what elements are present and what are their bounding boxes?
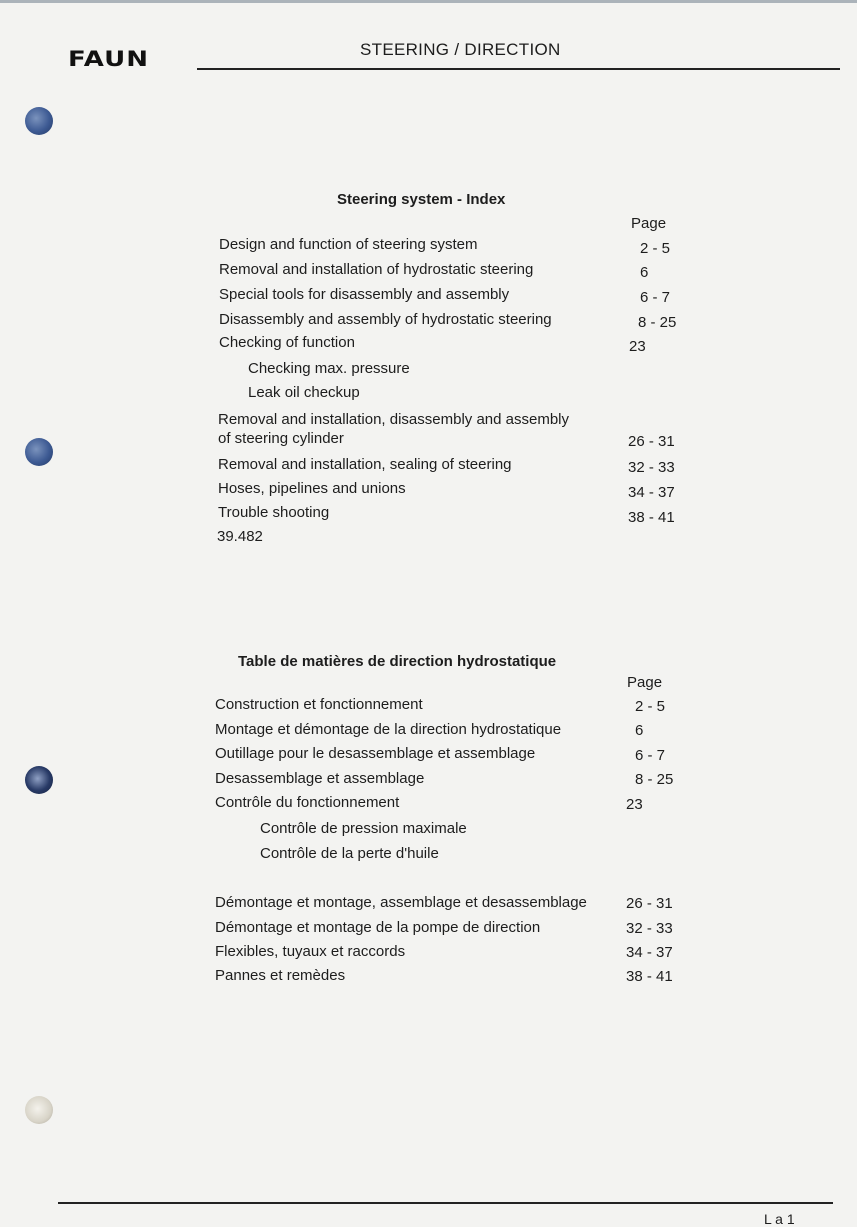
french-entry-page: 26 - 31 [626, 895, 673, 912]
english-entry: Removal and installation, disassembly and assembly [218, 411, 570, 428]
french-entry-page: 38 - 41 [626, 968, 673, 985]
english-entry-page: 38 - 41 [628, 509, 675, 526]
english-entry: Disassembly and assembly of hydrostatic steering [219, 311, 552, 328]
english-subentry: Leak oil checkup [248, 384, 360, 401]
french-entry: Desassemblage et assemblage [215, 770, 425, 787]
english-entry-page: 6 [640, 264, 649, 281]
french-index-title: Table de matières de direction hydrostatique [238, 653, 557, 670]
binder-hole-4 [25, 1096, 53, 1124]
binder-hole-1 [25, 107, 53, 135]
header-rule [197, 68, 840, 70]
english-entry: Special tools for disassembly and assembly [219, 286, 510, 303]
english-index-title: Steering system - Index [337, 191, 506, 208]
document-number: 39.482 [217, 528, 263, 545]
english-entry: Removal and installation of hydrostatic steering [219, 261, 534, 278]
english-entry-page: 23 [629, 338, 646, 355]
french-page-column-label: Page [627, 674, 663, 691]
english-entry-page: 32 - 33 [628, 459, 675, 476]
footer-rule [58, 1202, 833, 1204]
french-entry-page: 8 - 25 [635, 771, 674, 788]
french-entry: Montage et démontage de la direction hydrostatique [215, 721, 562, 738]
binder-hole-3 [25, 766, 53, 794]
french-entry-page: 6 [635, 722, 644, 739]
english-entry: Removal and installation, sealing of steering [218, 456, 512, 473]
french-entry: Démontage et montage de la pompe de direction [215, 919, 541, 936]
english-entry-page: 8 - 25 [638, 314, 677, 331]
header-title: STEERING / DIRECTION [360, 40, 561, 59]
french-entry-page: 34 - 37 [626, 944, 673, 961]
french-entry: Flexibles, tuyaux et raccords [215, 943, 406, 960]
english-entry: Hoses, pipelines and unions [218, 480, 406, 497]
english-entry-page: 6 - 7 [640, 289, 671, 306]
footer-page-code: L a 1 [764, 1211, 795, 1227]
faun-logo: FAUN [68, 47, 149, 72]
french-subentry: Contrôle de pression maximale [260, 820, 467, 837]
french-entry-page: 23 [626, 796, 643, 813]
french-entry: Outillage pour le desassemblage et assemblage [215, 745, 536, 762]
english-entry-page: 2 - 5 [640, 240, 671, 257]
english-entry-page: 34 - 37 [628, 484, 675, 501]
french-entry: Contrôle du fonctionnement [215, 794, 400, 811]
english-entry: Trouble shooting [218, 504, 330, 521]
french-entry: Pannes et remèdes [215, 967, 346, 984]
english-page-column-label: Page [631, 215, 667, 232]
french-subentry: Contrôle de la perte d'huile [260, 845, 439, 862]
binder-hole-2 [25, 438, 53, 466]
english-entry-page: 26 - 31 [628, 433, 675, 450]
french-entry-page: 2 - 5 [635, 698, 666, 715]
french-entry-page: 6 - 7 [635, 747, 666, 764]
french-entry-page: 32 - 33 [626, 920, 673, 937]
english-subentry: Checking max. pressure [248, 360, 410, 377]
scan-top-edge [0, 0, 857, 3]
english-entry: Design and function of steering system [219, 236, 478, 253]
french-entry: Construction et fonctionnement [215, 696, 423, 713]
english-entry-continued: of steering cylinder [218, 430, 344, 447]
english-entry: Checking of function [219, 334, 355, 351]
french-entry: Démontage et montage, assemblage et desassemblage [215, 894, 587, 911]
